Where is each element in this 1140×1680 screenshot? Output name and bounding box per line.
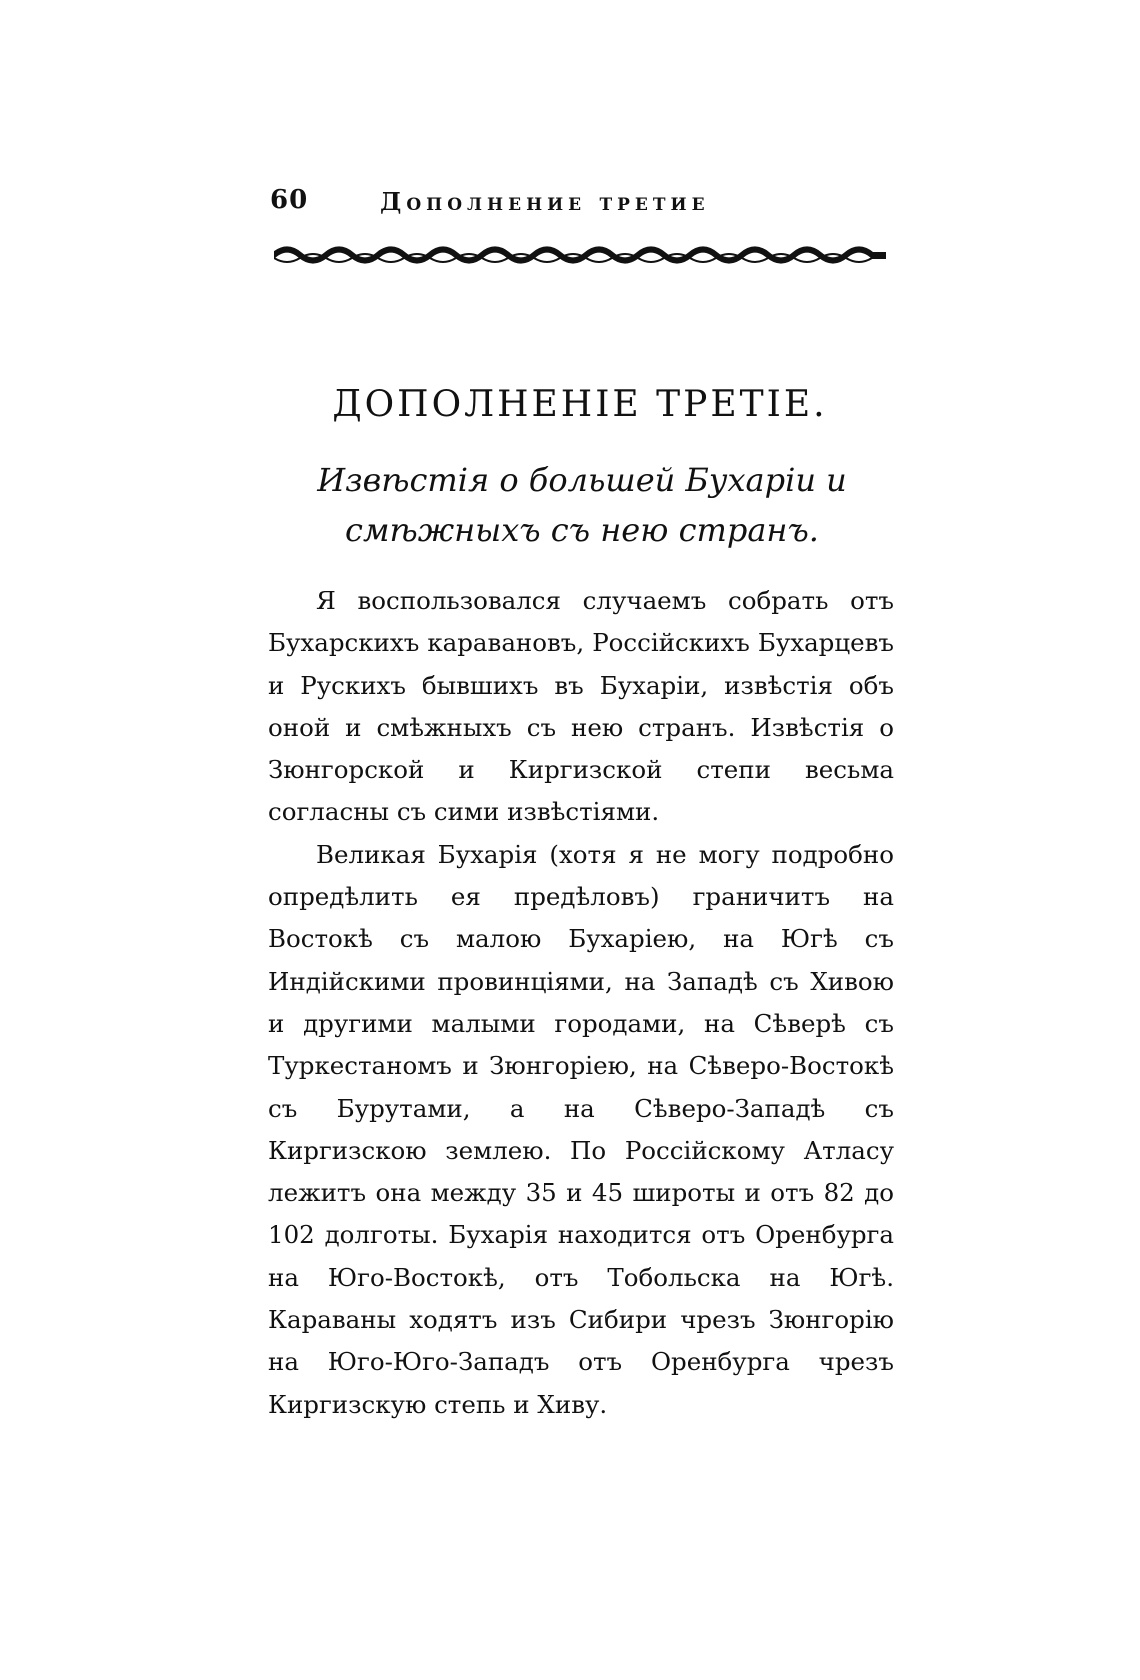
chapter-title: ДОПОЛНЕНІЕ ТРЕТІЕ. (332, 384, 828, 426)
paragraph-1: Я воспользовался случаемъ собрать отъ Бухарскихъ каравановъ, Россійскихъ Бухарцевъ и Рускихъ бывшихъ въ Бухаріи, извѣстія объ оной и смѣжныхъ съ нею странъ. Извѣстія о Зюнгорской и Киргизской степи весьма согласны съ сими извѣстіями. (268, 586, 894, 827)
ornamental-rule (274, 244, 886, 266)
body-text (268, 580, 894, 1426)
paragraph-2: Великая Бухарія (хотя я не могу подробно опредѣлить ея предѣловъ) граничитъ на Востокѣ съ малою Бухаріею, на Югѣ съ Индійскими провинціями, на Западѣ съ Хивою и другими малыми городами, на Сѣверѣ съ Туркестаномъ и Зюнгоріею, на Сѣверо-Востокѣ съ Бурутами, а на Сѣверо-Западѣ съ Киргизскою землею. По Россійскому Атласу лежитъ она между 35 и 45 широты и отъ 82 до 102 долготы. Бухарія находится отъ Оренбурга на Юго-Востокѣ, отъ Тобольска на Югѣ. Караваны ходятъ изъ Сибири чрезъ Зюнгорію на Юго-Юго-Западъ отъ Оренбурга чрезъ Киргизскую степь и Хиву. (268, 839, 894, 1419)
page-number: 60 (270, 185, 309, 215)
chapter-subtitle: Извѣстія о большей Бухаріи и смѣжныхъ съ нею странъ. (317, 461, 847, 549)
running-head (270, 185, 890, 225)
running-title: Дополнение третие (380, 187, 710, 216)
